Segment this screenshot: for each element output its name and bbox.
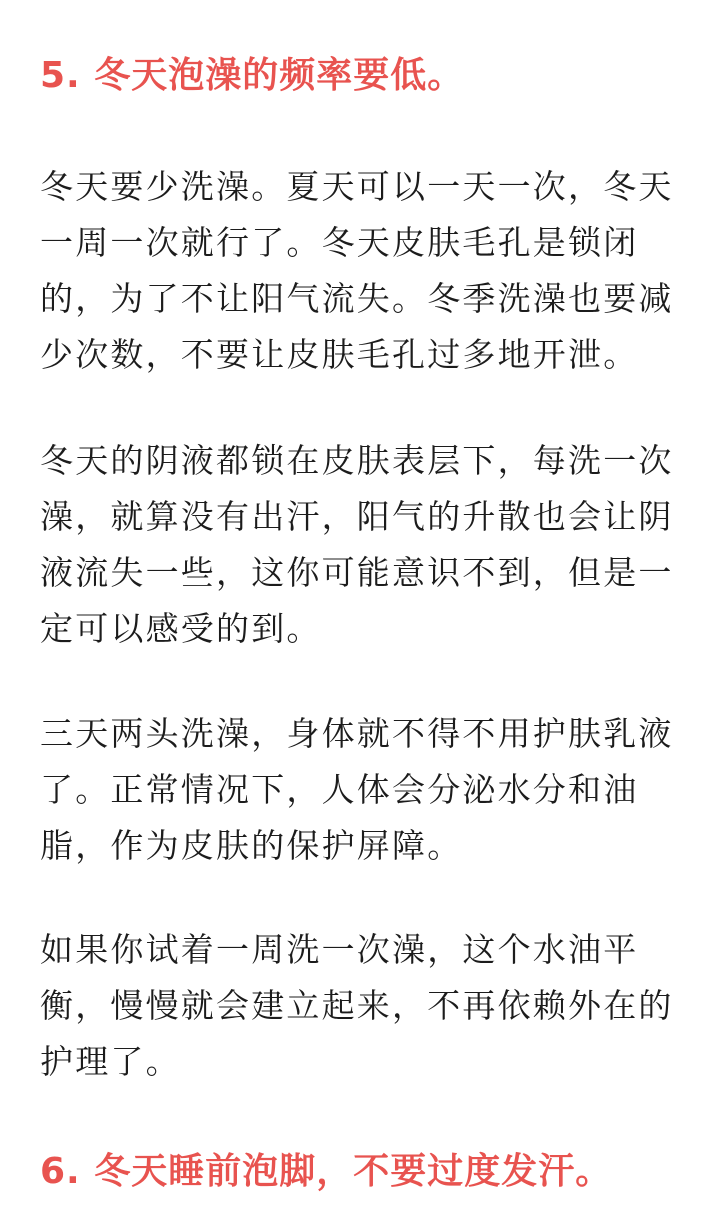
paragraph-line: 液流失一些，这你可能意识不到，但是一 [40, 553, 674, 592]
paragraph-line: 一周一次就行了。冬天皮肤毛孔是锁闭 [40, 223, 639, 262]
section-heading-6: 6. 冬天睡前泡脚，不要过度发汗。 [40, 1151, 613, 1192]
paragraph-3 [40, 706, 688, 874]
paragraph-line: 冬天要少洗澡。夏天可以一天一次，冬天 [40, 167, 674, 206]
paragraph-line: 护理了。 [40, 1042, 181, 1081]
paragraph-2 [40, 433, 688, 657]
paragraph-line: 如果你试着一周洗一次澡，这个水油平 [40, 930, 639, 969]
paragraph-line: 定可以感受的到。 [40, 609, 322, 648]
paragraph-line: 了。正常情况下，人体会分泌水分和油 [40, 770, 639, 809]
paragraph-line: 脂，作为皮肤的保护屏障。 [40, 826, 463, 865]
section-heading-5: 5. 冬天泡澡的频率要低。 [40, 55, 465, 96]
paragraph-line: 三天两头洗澡，身体就不得不用护肤乳液 [40, 714, 674, 753]
paragraph-line: 少次数，不要让皮肤毛孔过多地开泄。 [40, 335, 639, 374]
paragraph-4 [40, 922, 688, 1090]
paragraph-line: 衡，慢慢就会建立起来，不再依赖外在的 [40, 986, 674, 1025]
paragraph-line: 的，为了不让阳气流失。冬季洗澡也要减 [40, 279, 674, 318]
paragraph-line: 冬天的阴液都锁在皮肤表层下，每洗一次 [40, 441, 674, 480]
paragraph-1 [40, 159, 688, 383]
paragraph-line: 澡，就算没有出汗，阳气的升散也会让阴 [40, 497, 674, 536]
